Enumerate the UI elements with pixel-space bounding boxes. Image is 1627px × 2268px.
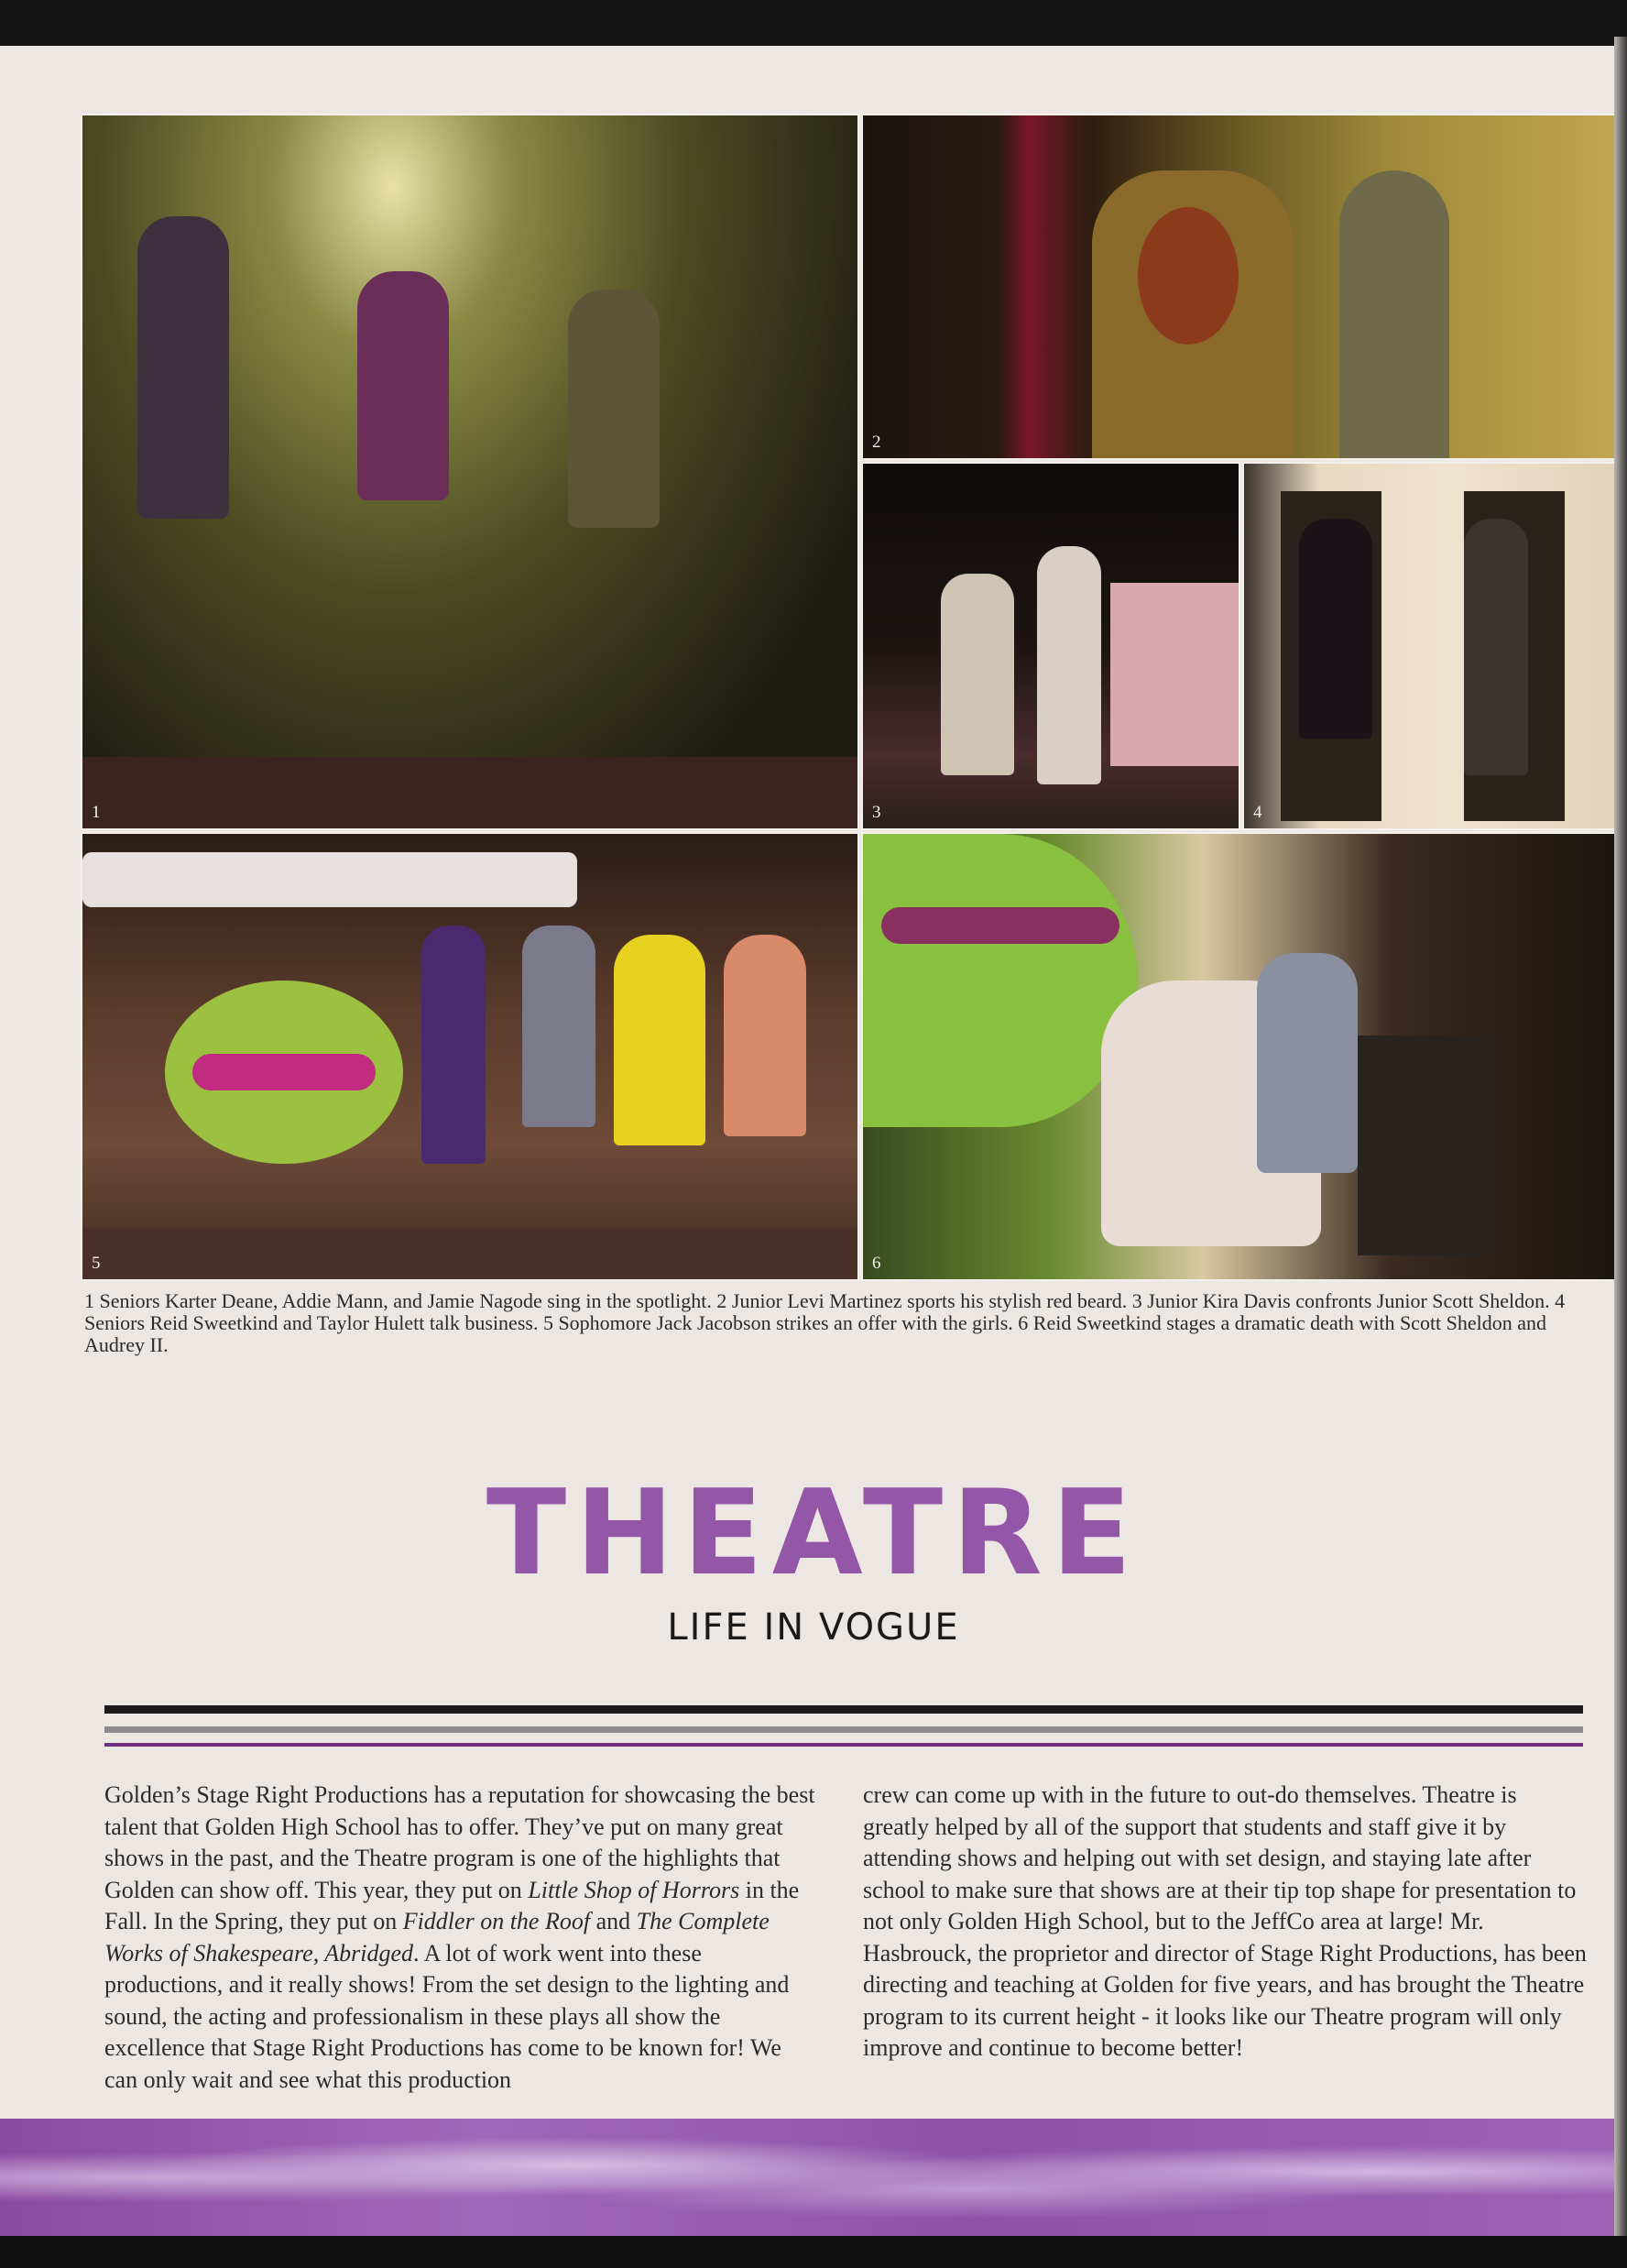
- photo-number: 2: [872, 433, 881, 452]
- section-subtitle: LIFE IN VOGUE: [667, 1606, 960, 1649]
- scan-bottom-edge: [0, 2236, 1627, 2268]
- photo-5-offer-with-girls: [81, 832, 859, 1281]
- article-text: in the Fall. In the Spring, they put on: [104, 1876, 800, 1934]
- photo-number: 5: [92, 1254, 101, 1273]
- photo-number: 6: [872, 1254, 881, 1273]
- photo-3-confrontation: [861, 462, 1240, 830]
- article-column-1: [104, 1780, 819, 2096]
- show-title-shakespeare: The Complete Works of Shakespeare, Abridged: [104, 1908, 770, 1967]
- purple-smoke-footer-band: [0, 2119, 1618, 2236]
- page-binding-edge: [1614, 37, 1627, 2236]
- show-title-little-shop: Little Shop of Horrors: [528, 1876, 740, 1903]
- yearbook-page: [0, 46, 1618, 2236]
- photo-2-red-beard: [861, 114, 1618, 460]
- photo-1-spotlight-trio: [81, 114, 859, 830]
- photo-caption: 1 Seniors Karter Deane, Addie Mann, and Jamie Nagode sing in the spotlight. 2 Junior Levi Martinez sports his stylish red beard. 3 Junior Kira Davis confronts Junior Scott Sheldon. 4 Seniors Reid Sweetkind and Taylor Hulett talk business. 5 Sophomore Jack Jacobson strikes an offer with the girls. 6 Reid Sweetkind stages a dramatic death with Scott Sheldon and Audrey II.: [84, 1289, 1566, 1356]
- photo-number: 3: [872, 803, 881, 822]
- photo-number: 1: [92, 803, 101, 822]
- divider-rule-gray: [104, 1726, 1583, 1733]
- article-text: Golden’s Stage Right Productions has a reputation for showcasing the best talent that Golden High School has to offer. They’ve put on many great shows in the past, and the Theatre program is one of the highlights that Golden can show off. This year, they put on: [104, 1781, 815, 1903]
- photo-4-business-talk: [1242, 462, 1618, 830]
- photo-6-dramatic-death: [861, 832, 1618, 1281]
- section-title: THEATRE: [486, 1465, 1141, 1602]
- article-text: . A lot of work went into these productions, and it really shows! From the set design to the lighting and sound, the acting and professionalism in these plays all show the excellence that Stage Right Productions has come to be known for! We can only wait and see what this production: [104, 1939, 790, 2093]
- article-text: and: [590, 1908, 637, 1934]
- show-title-fiddler: Fiddler on the Roof: [402, 1908, 591, 1934]
- photo-number: 4: [1253, 803, 1262, 822]
- divider-rule-dark: [104, 1705, 1583, 1714]
- article-column-2: crew can come up with in the future to out-do themselves. Theatre is greatly helped by all of the support that students and staff give it by attending shows and helping out with set design, and staying late after school to make sure that shows are at their tip top shape for presentation to not only Golden High School, but to the JeffCo area at large! Mr. Hasbrouck, the proprietor and director of Stage Right Productions, has been directing and teaching at Golden for five years, and has brought the Theatre program to its current height - it looks like our Theatre program will only improve and continue to become better!: [863, 1781, 1587, 2061]
- divider-rule-purple: [104, 1743, 1583, 1747]
